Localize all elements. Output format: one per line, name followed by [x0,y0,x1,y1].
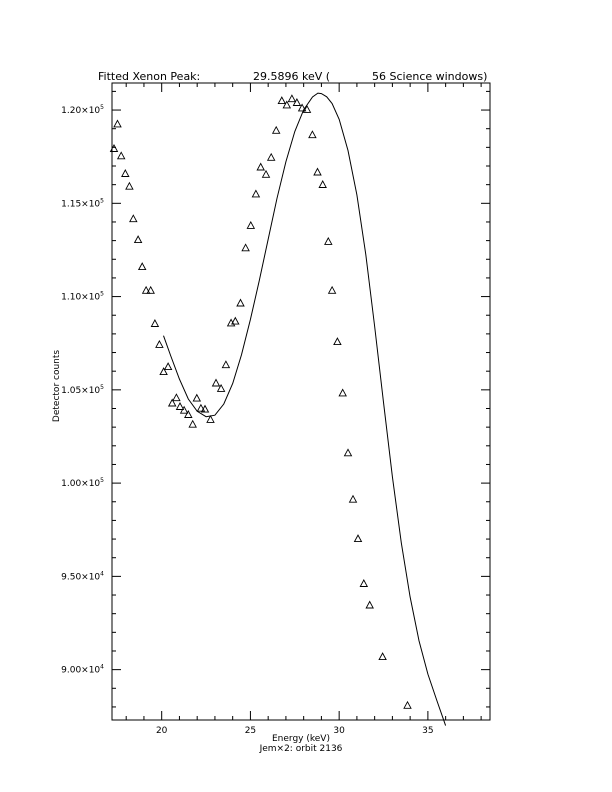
y-tick-label [61,570,104,582]
data-point [114,120,121,127]
y-tick-label [61,291,104,303]
y-tick-exponent: 5 [100,104,104,112]
data-point [366,602,373,609]
data-point [126,183,133,190]
y-tick-exponent: 5 [100,290,104,298]
x-axis-label: Energy (keV) [272,734,330,744]
data-point [268,154,275,161]
y-tick-mantissa: 1.20×10 [61,106,101,117]
fit-curve [164,93,446,726]
y-axis [61,91,490,707]
y-tick-mantissa: 1.05×10 [61,385,101,396]
data-point [314,169,321,176]
title-label: Fitted Xenon Peak: [98,70,201,83]
data-point [242,244,249,251]
data-point [355,535,362,542]
fit-curve-layer [164,93,446,726]
data-point [257,164,264,171]
y-tick-mantissa: 9.00×10 [61,665,101,676]
y-tick-label [61,384,104,396]
data-point [165,363,172,370]
data-point [130,215,137,222]
data-point [160,368,167,375]
data-point [325,238,332,245]
y-tick-label [61,664,104,676]
data-point [360,580,367,587]
x-tick-label: 25 [244,726,257,736]
y-tick-exponent: 4 [100,663,104,671]
data-point [379,653,386,660]
data-point [222,361,229,368]
data-point [189,421,196,428]
data-point [193,395,200,402]
data-point [350,496,357,503]
data-point [319,181,326,188]
data-point [156,341,163,348]
data-points-layer [111,95,412,708]
x-tick-label: 20 [155,726,168,736]
data-point [263,171,270,178]
data-point [334,338,341,345]
data-point [207,416,214,423]
data-point [118,152,125,159]
y-tick-mantissa: 1.00×10 [61,479,101,490]
y-tick-label [61,477,104,489]
chart-title [98,70,487,83]
title-window-count: 56 Science windows) [372,70,488,83]
y-tick-mantissa: 9.50×10 [61,572,101,583]
data-point [329,287,336,294]
y-tick-mantissa: 1.15×10 [61,199,101,210]
x-tick-label: 30 [333,726,345,736]
data-point [247,222,254,229]
data-point [177,403,184,410]
title-peak-value: 29.5896 keV ( [253,70,331,83]
y-tick-exponent: 4 [100,570,104,578]
data-point [135,236,142,243]
data-point [213,380,220,387]
data-point [345,449,352,456]
y-tick-label [61,197,104,209]
data-point [151,320,158,327]
y-tick-exponent: 5 [100,197,104,205]
data-point [309,131,316,138]
x-tick-label: 35 [422,726,434,736]
y-tick-label [61,104,104,116]
data-point [273,127,280,134]
plot-frame [112,83,490,720]
data-point [278,97,285,104]
data-point [173,394,180,401]
y-tick-mantissa: 1.10×10 [61,292,101,303]
data-point [185,411,192,418]
y-tick-exponent: 5 [100,477,104,485]
data-point [339,389,346,396]
data-point [237,300,244,307]
data-point [404,702,411,709]
data-point [139,263,146,270]
data-point [122,170,129,177]
chart-subtitle: Jem×2: orbit 2136 [259,744,343,754]
y-axis-label: Detector counts [52,349,62,423]
y-tick-exponent: 5 [100,383,104,391]
data-point [252,190,259,197]
data-point [288,95,295,102]
